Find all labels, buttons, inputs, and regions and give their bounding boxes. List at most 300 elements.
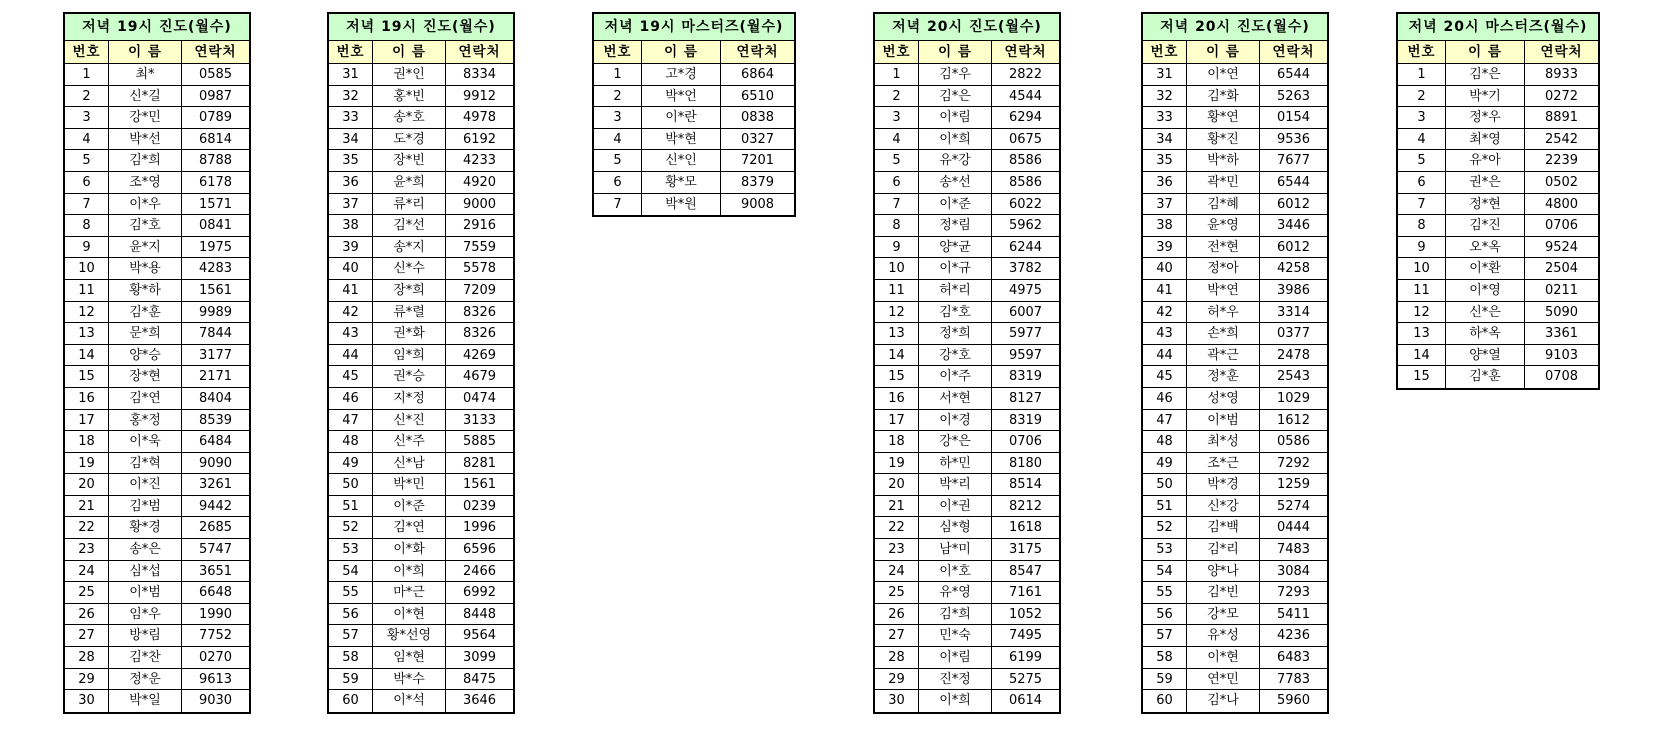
name-cell[interactable]: 최* (109, 64, 182, 86)
row-number-cell[interactable]: 52 (1143, 517, 1187, 539)
table-title[interactable]: 저녁 19시 진도(월수) (65, 14, 249, 41)
name-cell[interactable]: 곽*근 (1187, 345, 1260, 367)
contact-cell[interactable]: 6864 (721, 64, 794, 86)
row-number-cell[interactable]: 54 (329, 561, 373, 583)
name-cell[interactable]: 양*열 (1446, 345, 1525, 367)
row-number-cell[interactable]: 32 (1143, 86, 1187, 108)
row-number-cell[interactable]: 5 (1398, 150, 1446, 172)
row-number-cell[interactable]: 47 (329, 410, 373, 432)
row-number-cell[interactable]: 23 (65, 539, 109, 561)
row-number-cell[interactable]: 15 (1398, 366, 1446, 388)
contact-cell[interactable]: 5275 (992, 669, 1059, 691)
contact-cell[interactable]: 0585 (182, 64, 249, 86)
name-cell[interactable]: 정*아 (1187, 258, 1260, 280)
name-cell[interactable]: 김*은 (919, 86, 992, 108)
contact-cell[interactable]: 5977 (992, 323, 1059, 345)
contact-cell[interactable]: 3084 (1260, 561, 1327, 583)
contact-cell[interactable]: 2171 (182, 366, 249, 388)
row-number-cell[interactable]: 45 (329, 366, 373, 388)
contact-cell[interactable]: 6648 (182, 582, 249, 604)
contact-cell[interactable]: 1052 (992, 604, 1059, 626)
row-number-cell[interactable]: 38 (1143, 215, 1187, 237)
name-cell[interactable]: 이*우 (109, 194, 182, 216)
name-cell[interactable]: 강*민 (109, 107, 182, 129)
name-cell[interactable]: 민*숙 (919, 625, 992, 647)
row-number-cell[interactable]: 59 (1143, 669, 1187, 691)
name-cell[interactable]: 김*호 (109, 215, 182, 237)
contact-cell[interactable]: 7483 (1260, 539, 1327, 561)
contact-cell[interactable]: 7209 (446, 280, 513, 302)
row-number-cell[interactable]: 29 (65, 669, 109, 691)
name-cell[interactable]: 박*현 (642, 129, 721, 151)
contact-cell[interactable]: 2685 (182, 517, 249, 539)
name-cell[interactable]: 박*일 (109, 690, 182, 712)
name-cell[interactable]: 박*민 (373, 474, 446, 496)
contact-cell[interactable]: 9613 (182, 669, 249, 691)
name-cell[interactable]: 김*빈 (1187, 582, 1260, 604)
contact-cell[interactable]: 1618 (992, 517, 1059, 539)
contact-cell[interactable]: 4800 (1525, 194, 1598, 216)
contact-cell[interactable]: 3782 (992, 258, 1059, 280)
row-number-cell[interactable]: 1 (594, 64, 642, 86)
name-cell[interactable]: 전*현 (1187, 237, 1260, 259)
name-cell[interactable]: 심*섭 (109, 561, 182, 583)
row-number-cell[interactable]: 21 (875, 496, 919, 518)
name-cell[interactable]: 박*하 (1187, 150, 1260, 172)
row-number-cell[interactable]: 31 (329, 64, 373, 86)
name-cell[interactable]: 이*범 (109, 582, 182, 604)
row-number-cell[interactable]: 1 (875, 64, 919, 86)
contact-cell[interactable]: 3986 (1260, 280, 1327, 302)
row-number-cell[interactable]: 28 (65, 647, 109, 669)
row-number-cell[interactable]: 10 (875, 258, 919, 280)
contact-cell[interactable]: 8788 (182, 150, 249, 172)
name-cell[interactable]: 신*진 (373, 410, 446, 432)
name-cell[interactable]: 송*선 (919, 172, 992, 194)
contact-cell[interactable]: 0789 (182, 107, 249, 129)
contact-cell[interactable]: 9090 (182, 453, 249, 475)
name-cell[interactable]: 이*호 (919, 561, 992, 583)
name-cell[interactable]: 신*길 (109, 86, 182, 108)
header-name[interactable]: 이 름 (919, 41, 992, 64)
contact-cell[interactable]: 6294 (992, 107, 1059, 129)
row-number-cell[interactable]: 11 (875, 280, 919, 302)
contact-cell[interactable]: 8379 (721, 172, 794, 194)
name-cell[interactable]: 권*승 (373, 366, 446, 388)
row-number-cell[interactable]: 4 (1398, 129, 1446, 151)
name-cell[interactable]: 최*영 (1446, 129, 1525, 151)
name-cell[interactable]: 유*성 (1187, 625, 1260, 647)
contact-cell[interactable]: 3099 (446, 647, 513, 669)
row-number-cell[interactable]: 3 (594, 107, 642, 129)
row-number-cell[interactable]: 15 (875, 366, 919, 388)
row-number-cell[interactable]: 35 (329, 150, 373, 172)
row-number-cell[interactable]: 35 (1143, 150, 1187, 172)
row-number-cell[interactable]: 44 (1143, 345, 1187, 367)
row-number-cell[interactable]: 14 (1398, 345, 1446, 367)
contact-cell[interactable]: 0327 (721, 129, 794, 151)
row-number-cell[interactable]: 2 (65, 86, 109, 108)
name-cell[interactable]: 정*훈 (1187, 366, 1260, 388)
name-cell[interactable]: 임*우 (109, 604, 182, 626)
name-cell[interactable]: 이*연 (1187, 64, 1260, 86)
contact-cell[interactable]: 6484 (182, 431, 249, 453)
name-cell[interactable]: 문*희 (109, 323, 182, 345)
name-cell[interactable]: 이*규 (919, 258, 992, 280)
header-contact[interactable]: 연락처 (992, 41, 1059, 64)
row-number-cell[interactable]: 7 (594, 194, 642, 216)
contact-cell[interactable]: 0706 (1525, 215, 1598, 237)
row-number-cell[interactable]: 45 (1143, 366, 1187, 388)
row-number-cell[interactable]: 4 (875, 129, 919, 151)
name-cell[interactable]: 하*민 (919, 453, 992, 475)
contact-cell[interactable]: 8319 (992, 366, 1059, 388)
contact-cell[interactable]: 2466 (446, 561, 513, 583)
row-number-cell[interactable]: 10 (65, 258, 109, 280)
row-number-cell[interactable]: 16 (875, 388, 919, 410)
contact-cell[interactable]: 0239 (446, 496, 513, 518)
row-number-cell[interactable]: 33 (329, 107, 373, 129)
name-cell[interactable]: 이*림 (919, 107, 992, 129)
name-cell[interactable]: 허*우 (1187, 302, 1260, 324)
row-number-cell[interactable]: 56 (329, 604, 373, 626)
row-number-cell[interactable]: 34 (329, 129, 373, 151)
row-number-cell[interactable]: 5 (65, 150, 109, 172)
contact-cell[interactable]: 8334 (446, 64, 513, 86)
name-cell[interactable]: 이*권 (919, 496, 992, 518)
row-number-cell[interactable]: 25 (875, 582, 919, 604)
name-cell[interactable]: 김*혜 (1187, 194, 1260, 216)
contact-cell[interactable]: 3361 (1525, 323, 1598, 345)
name-cell[interactable]: 박*수 (373, 669, 446, 691)
contact-cell[interactable]: 3175 (992, 539, 1059, 561)
name-cell[interactable]: 김*호 (919, 302, 992, 324)
name-cell[interactable]: 이*희 (919, 690, 992, 712)
name-cell[interactable]: 이*란 (642, 107, 721, 129)
row-number-cell[interactable]: 26 (875, 604, 919, 626)
row-number-cell[interactable]: 43 (1143, 323, 1187, 345)
name-cell[interactable]: 류*렬 (373, 302, 446, 324)
row-number-cell[interactable]: 24 (875, 561, 919, 583)
row-number-cell[interactable]: 25 (65, 582, 109, 604)
contact-cell[interactable]: 8281 (446, 453, 513, 475)
row-number-cell[interactable]: 5 (594, 150, 642, 172)
name-cell[interactable]: 박*언 (642, 86, 721, 108)
name-cell[interactable]: 이*림 (919, 647, 992, 669)
contact-cell[interactable]: 6483 (1260, 647, 1327, 669)
row-number-cell[interactable]: 12 (875, 302, 919, 324)
name-cell[interactable]: 성*영 (1187, 388, 1260, 410)
row-number-cell[interactable]: 46 (329, 388, 373, 410)
name-cell[interactable]: 임*희 (373, 345, 446, 367)
row-number-cell[interactable]: 33 (1143, 107, 1187, 129)
row-number-cell[interactable]: 12 (65, 302, 109, 324)
name-cell[interactable]: 이*화 (373, 539, 446, 561)
name-cell[interactable]: 송*지 (373, 237, 446, 259)
contact-cell[interactable]: 6178 (182, 172, 249, 194)
row-number-cell[interactable]: 28 (875, 647, 919, 669)
contact-cell[interactable]: 8319 (992, 410, 1059, 432)
row-number-cell[interactable]: 10 (1398, 258, 1446, 280)
name-cell[interactable]: 김*연 (109, 388, 182, 410)
contact-cell[interactable]: 1612 (1260, 410, 1327, 432)
name-cell[interactable]: 김*은 (1446, 64, 1525, 86)
row-number-cell[interactable]: 7 (1398, 194, 1446, 216)
name-cell[interactable]: 최*성 (1187, 431, 1260, 453)
name-cell[interactable]: 양*나 (1187, 561, 1260, 583)
contact-cell[interactable]: 7495 (992, 625, 1059, 647)
name-cell[interactable]: 신*은 (1446, 302, 1525, 324)
contact-cell[interactable]: 8933 (1525, 64, 1598, 86)
name-cell[interactable]: 송*호 (373, 107, 446, 129)
contact-cell[interactable]: 1561 (446, 474, 513, 496)
row-number-cell[interactable]: 18 (65, 431, 109, 453)
name-cell[interactable]: 장*현 (109, 366, 182, 388)
row-number-cell[interactable]: 57 (329, 625, 373, 647)
name-cell[interactable]: 신*수 (373, 258, 446, 280)
row-number-cell[interactable]: 19 (65, 453, 109, 475)
contact-cell[interactable]: 6012 (1260, 237, 1327, 259)
contact-cell[interactable]: 6992 (446, 582, 513, 604)
header-number[interactable]: 번호 (1398, 41, 1446, 64)
row-number-cell[interactable]: 30 (875, 690, 919, 712)
contact-cell[interactable]: 7844 (182, 323, 249, 345)
row-number-cell[interactable]: 39 (329, 237, 373, 259)
row-number-cell[interactable]: 17 (875, 410, 919, 432)
row-number-cell[interactable]: 58 (1143, 647, 1187, 669)
header-contact[interactable]: 연락처 (721, 41, 794, 64)
row-number-cell[interactable]: 39 (1143, 237, 1187, 259)
contact-cell[interactable]: 8180 (992, 453, 1059, 475)
contact-cell[interactable]: 7293 (1260, 582, 1327, 604)
contact-cell[interactable]: 9524 (1525, 237, 1598, 259)
contact-cell[interactable]: 6544 (1260, 172, 1327, 194)
name-cell[interactable]: 정*희 (919, 323, 992, 345)
row-number-cell[interactable]: 36 (329, 172, 373, 194)
name-cell[interactable]: 이*진 (109, 474, 182, 496)
contact-cell[interactable]: 6007 (992, 302, 1059, 324)
name-cell[interactable]: 박*리 (919, 474, 992, 496)
row-number-cell[interactable]: 52 (329, 517, 373, 539)
name-cell[interactable]: 송*은 (109, 539, 182, 561)
contact-cell[interactable]: 0706 (992, 431, 1059, 453)
contact-cell[interactable]: 6596 (446, 539, 513, 561)
row-number-cell[interactable]: 8 (875, 215, 919, 237)
contact-cell[interactable]: 2822 (992, 64, 1059, 86)
contact-cell[interactable]: 0502 (1525, 172, 1598, 194)
contact-cell[interactable]: 2239 (1525, 150, 1598, 172)
contact-cell[interactable]: 0841 (182, 215, 249, 237)
contact-cell[interactable]: 1571 (182, 194, 249, 216)
header-number[interactable]: 번호 (1143, 41, 1187, 64)
header-contact[interactable]: 연락처 (446, 41, 513, 64)
row-number-cell[interactable]: 3 (875, 107, 919, 129)
row-number-cell[interactable]: 49 (1143, 453, 1187, 475)
name-cell[interactable]: 신*강 (1187, 496, 1260, 518)
contact-cell[interactable]: 3133 (446, 410, 513, 432)
table-title[interactable]: 저녁 20시 마스터즈(월수) (1398, 14, 1598, 41)
row-number-cell[interactable]: 4 (594, 129, 642, 151)
name-cell[interactable]: 방*림 (109, 625, 182, 647)
row-number-cell[interactable]: 1 (1398, 64, 1446, 86)
row-number-cell[interactable]: 36 (1143, 172, 1187, 194)
row-number-cell[interactable]: 46 (1143, 388, 1187, 410)
row-number-cell[interactable]: 59 (329, 669, 373, 691)
row-number-cell[interactable]: 43 (329, 323, 373, 345)
contact-cell[interactable]: 8586 (992, 172, 1059, 194)
name-cell[interactable]: 심*형 (919, 517, 992, 539)
row-number-cell[interactable]: 5 (875, 150, 919, 172)
row-number-cell[interactable]: 53 (329, 539, 373, 561)
header-name[interactable]: 이 름 (642, 41, 721, 64)
row-number-cell[interactable]: 50 (1143, 474, 1187, 496)
table-title[interactable]: 저녁 19시 마스터즈(월수) (594, 14, 794, 41)
header-name[interactable]: 이 름 (1187, 41, 1260, 64)
contact-cell[interactable]: 8326 (446, 302, 513, 324)
contact-cell[interactable]: 0838 (721, 107, 794, 129)
header-name[interactable]: 이 름 (109, 41, 182, 64)
name-cell[interactable]: 강*모 (1187, 604, 1260, 626)
row-number-cell[interactable]: 3 (65, 107, 109, 129)
name-cell[interactable]: 권*인 (373, 64, 446, 86)
row-number-cell[interactable]: 9 (65, 237, 109, 259)
contact-cell[interactable]: 2543 (1260, 366, 1327, 388)
row-number-cell[interactable]: 54 (1143, 561, 1187, 583)
row-number-cell[interactable]: 38 (329, 215, 373, 237)
contact-cell[interactable]: 6022 (992, 194, 1059, 216)
name-cell[interactable]: 곽*민 (1187, 172, 1260, 194)
name-cell[interactable]: 권*은 (1446, 172, 1525, 194)
contact-cell[interactable]: 0444 (1260, 517, 1327, 539)
row-number-cell[interactable]: 4 (65, 129, 109, 151)
contact-cell[interactable]: 2504 (1525, 258, 1598, 280)
row-number-cell[interactable]: 11 (1398, 280, 1446, 302)
contact-cell[interactable]: 4283 (182, 258, 249, 280)
name-cell[interactable]: 지*정 (373, 388, 446, 410)
contact-cell[interactable]: 6199 (992, 647, 1059, 669)
contact-cell[interactable]: 8212 (992, 496, 1059, 518)
contact-cell[interactable]: 5747 (182, 539, 249, 561)
row-number-cell[interactable]: 14 (65, 345, 109, 367)
row-number-cell[interactable]: 2 (1398, 86, 1446, 108)
contact-cell[interactable]: 6192 (446, 129, 513, 151)
contact-cell[interactable]: 4269 (446, 345, 513, 367)
row-number-cell[interactable]: 3 (1398, 107, 1446, 129)
row-number-cell[interactable]: 8 (1398, 215, 1446, 237)
contact-cell[interactable]: 2916 (446, 215, 513, 237)
header-name[interactable]: 이 름 (1446, 41, 1525, 64)
row-number-cell[interactable]: 37 (1143, 194, 1187, 216)
name-cell[interactable]: 김*화 (1187, 86, 1260, 108)
name-cell[interactable]: 유*강 (919, 150, 992, 172)
table-title[interactable]: 저녁 20시 진도(월수) (875, 14, 1059, 41)
row-number-cell[interactable]: 1 (65, 64, 109, 86)
name-cell[interactable]: 유*영 (919, 582, 992, 604)
row-number-cell[interactable]: 21 (65, 496, 109, 518)
name-cell[interactable]: 정*림 (919, 215, 992, 237)
name-cell[interactable]: 이*현 (373, 604, 446, 626)
header-number[interactable]: 번호 (329, 41, 373, 64)
contact-cell[interactable]: 0708 (1544, 369, 1579, 385)
name-cell[interactable]: 이*범 (1187, 410, 1260, 432)
name-cell[interactable]: 이*희 (373, 561, 446, 583)
contact-cell[interactable]: 0154 (1260, 107, 1327, 129)
name-cell[interactable]: 고*경 (642, 64, 721, 86)
row-number-cell[interactable]: 22 (875, 517, 919, 539)
row-number-cell[interactable]: 55 (1143, 582, 1187, 604)
row-number-cell[interactable]: 42 (329, 302, 373, 324)
name-cell[interactable]: 박*선 (109, 129, 182, 151)
header-number[interactable]: 번호 (875, 41, 919, 64)
row-number-cell[interactable]: 60 (329, 690, 373, 712)
row-number-cell[interactable]: 13 (875, 323, 919, 345)
header-number[interactable]: 번호 (594, 41, 642, 64)
contact-cell[interactable]: 8514 (992, 474, 1059, 496)
contact-cell[interactable]: 5960 (1276, 693, 1311, 709)
contact-cell[interactable]: 8326 (446, 323, 513, 345)
name-cell[interactable]: 강*호 (919, 345, 992, 367)
name-cell[interactable]: 강*은 (919, 431, 992, 453)
contact-cell[interactable]: 8539 (182, 410, 249, 432)
name-cell[interactable]: 윤*희 (373, 172, 446, 194)
row-number-cell[interactable]: 40 (329, 258, 373, 280)
name-cell[interactable]: 임*현 (373, 647, 446, 669)
contact-cell[interactable]: 4544 (992, 86, 1059, 108)
name-cell[interactable]: 마*근 (373, 582, 446, 604)
contact-cell[interactable]: 6544 (1260, 64, 1327, 86)
row-number-cell[interactable]: 44 (329, 345, 373, 367)
contact-cell[interactable]: 5578 (446, 258, 513, 280)
row-number-cell[interactable]: 16 (65, 388, 109, 410)
name-cell[interactable]: 조*영 (109, 172, 182, 194)
table-title[interactable]: 저녁 19시 진도(월수) (329, 14, 513, 41)
row-number-cell[interactable]: 9 (875, 237, 919, 259)
contact-cell[interactable]: 8891 (1525, 107, 1598, 129)
row-number-cell[interactable]: 41 (329, 280, 373, 302)
contact-cell[interactable]: 4236 (1260, 625, 1327, 647)
header-contact[interactable]: 연락처 (1260, 41, 1327, 64)
name-cell[interactable]: 황*경 (109, 517, 182, 539)
contact-cell[interactable]: 8404 (182, 388, 249, 410)
contact-cell[interactable]: 0987 (182, 86, 249, 108)
row-number-cell[interactable]: 24 (65, 561, 109, 583)
row-number-cell[interactable]: 41 (1143, 280, 1187, 302)
contact-cell[interactable]: 3261 (182, 474, 249, 496)
contact-cell[interactable]: 9442 (182, 496, 249, 518)
contact-cell[interactable]: 1259 (1260, 474, 1327, 496)
contact-cell[interactable]: 7752 (182, 625, 249, 647)
row-number-cell[interactable]: 7 (875, 194, 919, 216)
name-cell[interactable]: 김*찬 (109, 647, 182, 669)
name-cell[interactable]: 박*경 (1187, 474, 1260, 496)
contact-cell[interactable]: 6012 (1260, 194, 1327, 216)
contact-cell[interactable]: 2478 (1260, 345, 1327, 367)
name-cell[interactable]: 이*준 (373, 496, 446, 518)
row-number-cell[interactable]: 20 (875, 474, 919, 496)
name-cell[interactable]: 이*경 (919, 410, 992, 432)
contact-cell[interactable]: 4978 (446, 107, 513, 129)
name-cell[interactable]: 김*나 (1187, 690, 1260, 712)
contact-cell[interactable]: 5885 (446, 431, 513, 453)
row-number-cell[interactable]: 55 (329, 582, 373, 604)
name-cell[interactable]: 황*모 (642, 172, 721, 194)
contact-cell[interactable]: 9912 (446, 86, 513, 108)
contact-cell[interactable]: 0270 (182, 647, 249, 669)
row-number-cell[interactable]: 6 (875, 172, 919, 194)
name-cell[interactable]: 남*미 (919, 539, 992, 561)
name-cell[interactable]: 장*빈 (373, 150, 446, 172)
row-number-cell[interactable]: 47 (1143, 410, 1187, 432)
